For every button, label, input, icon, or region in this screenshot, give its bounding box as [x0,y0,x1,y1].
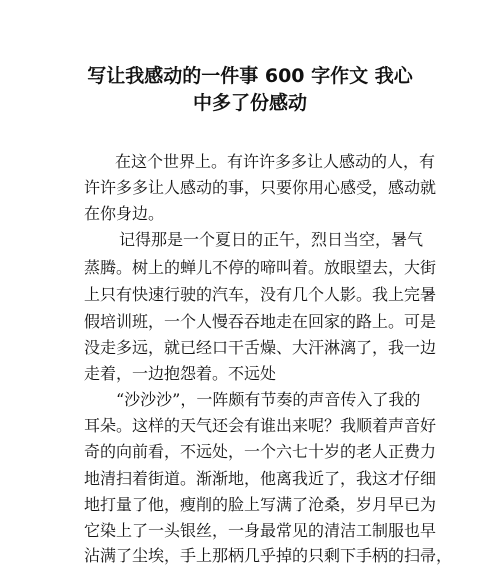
body-line: 许许多多让人感动的事，只要你用心感受，感动就 [84,178,437,197]
body-line: 在这个世界上。有许许多多让人感动的人，有 [115,152,436,171]
body-line: 奇的向前看，不远处，一个六七十岁的老人正费力 [84,442,437,461]
body-line: 在你身边。 [84,204,165,223]
body-line: 地打量了他，瘦削的脸上写满了沧桑，岁月早已为 [84,495,437,514]
body-line: 上只有快速行驶的汽车，没有几个人影。我上完暑 [84,285,437,304]
body-line: “沙沙沙”，一阵颇有节奏的声音传入了我的 [116,390,421,409]
body-line: 没走多远，就已经口干舌燥、大汗淋漓了，我一边 [84,338,437,357]
body-line: 耳朵。这样的天气还会有谁出来呢？我顺着声音好 [84,416,437,435]
body-line: 它染上了一头银丝，一身最常见的清洁工制服也早 [84,521,437,540]
title-line-1: 写让我感动的一件事 600 字作文 我心 [87,65,413,87]
body-line: 记得那是一个夏日的正午，烈日当空，暑气 [119,230,424,249]
body-line: 蒸腾。树上的蝉儿不停的啼叫着。放眼望去，大街 [84,258,437,277]
body-line: 假培训班，一个人慢吞吞地走在回家的路上。可是 [84,312,437,331]
body-line: 地清扫着街道。渐渐地，他离我近了，我这才仔细 [84,469,437,488]
body-line: 沾满了尘埃，手上那柄几乎掉的只剩下手柄的扫帚， [84,546,453,565]
title-line-2: 中多了份感动 [192,92,307,114]
body-line: 走着，一边抱怨着。不远处 [84,364,277,383]
